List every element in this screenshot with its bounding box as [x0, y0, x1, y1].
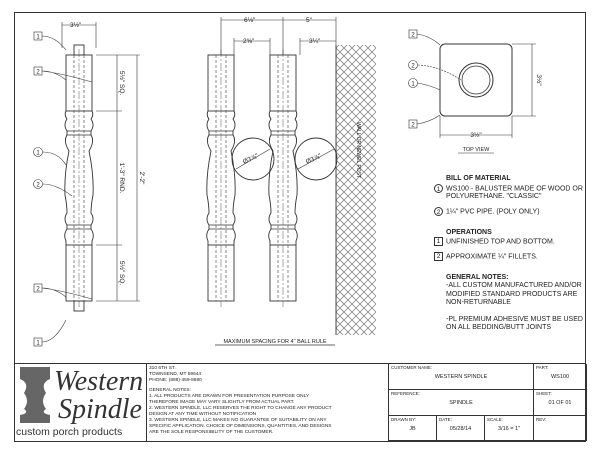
scale-cell: SCALE: 3/16 = 1": [485, 416, 534, 441]
spacing-view-baluster-left: [207, 49, 236, 307]
dim-to-wall: 5": [306, 17, 312, 24]
date-cell: DATE: 05/28/14: [437, 416, 485, 441]
dim-ball-left: Ø3⅞": [241, 152, 260, 166]
logo-line-1: Western: [54, 366, 144, 397]
dim-gap: 2⅝": [243, 38, 255, 45]
top-view-dim-width: 3½": [470, 132, 482, 139]
bom-title: BILL OF MATERIAL: [446, 175, 511, 182]
dim-center-spacing: 6⅛": [244, 17, 256, 24]
top-view-dim-height: 3½": [535, 74, 542, 86]
dim-wall-gap: 3¼": [309, 38, 321, 45]
customer-name-cell: CUSTOMER NAME: WESTERN SPINDLE: [389, 364, 534, 390]
svg-text:1: 1: [36, 150, 40, 157]
title-block-grid: [388, 364, 587, 441]
spacing-caption: MAXIMUM SPACING FOR 4" BALL RULE: [223, 339, 327, 345]
rev-cell: REV:: [534, 416, 587, 441]
spindle-logo-icon: [16, 365, 56, 425]
svg-text:2: 2: [36, 286, 40, 293]
dim-width: 3½": [70, 22, 82, 29]
svg-text:1: 1: [36, 340, 40, 347]
svg-text:2: 2: [411, 122, 415, 129]
svg-text:2: 2: [411, 32, 415, 39]
sheet-cell: SHEET: 01 OF 01: [534, 390, 587, 416]
bill-of-material: BILL OF MATERIAL 1 WS100 - BALUSTER MADE OF WOOD OR POLYURETHANE. "CLASSIC" 2 1¼" PVC PIPE. (POLY ONLY) OPERATIONS 1 UNFINISHED TOP AND BOTTOM. 2 APPROXIMATE ¼" FILLETS. GENERAL NOTES: -ALL CUSTOM MANUFACTURED AND/OR MODIFIED STANDARD PRODUCTS ARE NON-RETURNABLE -PL PREMIUM ADHESIVE MUST BE USED ON ALL BEDDING/BUTT JOINTS: [434, 175, 583, 333]
svg-text:1: 1: [36, 34, 40, 41]
dim-ball-right: Ø3⅞": [304, 152, 323, 166]
part-cell: PART: WS100: [534, 364, 587, 390]
general-notes-right: GENERAL NOTES: -ALL CUSTOM MANUFACTURED AND/OR MODIFIED STANDARD PRODUCTS ARE NON-RETURNABLE -PL PREMIUM ADHESIVE MUST BE USED ON ALL BEDDING/BUTT JOINTS: [446, 273, 583, 332]
operation-item-2: 2 APPROXIMATE ¼" FILLETS.: [434, 252, 583, 262]
bom-item-1: 1 WS100 - BALUSTER MADE OF WOOD OR: [434, 184, 583, 194]
svg-text:2: 2: [411, 63, 415, 70]
side-view: [65, 45, 94, 311]
wall-label: WALL OR NEWEL POST: [355, 121, 361, 179]
top-view-caption: TOP VIEW: [462, 147, 490, 153]
svg-text:2: 2: [36, 69, 40, 76]
operations-title: OPERATIONS: [446, 228, 492, 236]
bom-item-2: 2 1¼" PVC PIPE. (POLY ONLY): [434, 207, 583, 217]
dim-round: 1'-3" RND.: [118, 162, 125, 194]
dim-overall: 2'-2": [138, 171, 145, 185]
title-block: [14, 363, 586, 442]
company-logo: [14, 364, 147, 441]
reference-cell: REFERENCE: SPINDLE: [389, 390, 534, 416]
dim-top-square: 5½" SQ.: [118, 70, 125, 96]
title-block-notes: 310 6TH ST. TOWNSEND, MT 59644 PHONE: (888)-459-8680 GENERAL NOTES: 1. ALL PRODUCTS ARE DRAWN FOR PRESENTATION PURPOSE ONLY THEREFORE IMAGE MAY VARY SLIGHTLY FROM ACTUAL PART. 2. WESTERN SPINDLE, LLC RESERVES THE RIGHT TO CHANGE ANY PRODUCT DESIGN AT ANY TIME WITHOUT NOTIFICATION 3. WESTERN SPINDLE, LLC MAKES NO GUARANTEE OF SUITABILITY ON ANY SPECIFIC APPLICATION. CHOICE OF DIMENSIONS, QUANTITIES, AND DESIGNS ARE THE SOLE RESPONSIBILITY OF THE CUSTOMER.: [149, 366, 332, 435]
dim-bottom-square: 5½" SQ.: [118, 260, 125, 286]
svg-text:1: 1: [411, 81, 415, 88]
svg-text:2: 2: [36, 182, 40, 189]
operation-item-1: 1 UNFINISHED TOP AND BOTTOM.: [434, 237, 583, 247]
top-view: [409, 30, 544, 153]
wall-hatch: [336, 45, 376, 335]
logo-line-2: Spindle: [58, 394, 142, 425]
spacing-view-baluster-right: [269, 49, 298, 307]
drawn-by-cell: DRAWN BY: JB: [389, 416, 437, 441]
logo-tagline: custom porch products: [16, 426, 123, 438]
